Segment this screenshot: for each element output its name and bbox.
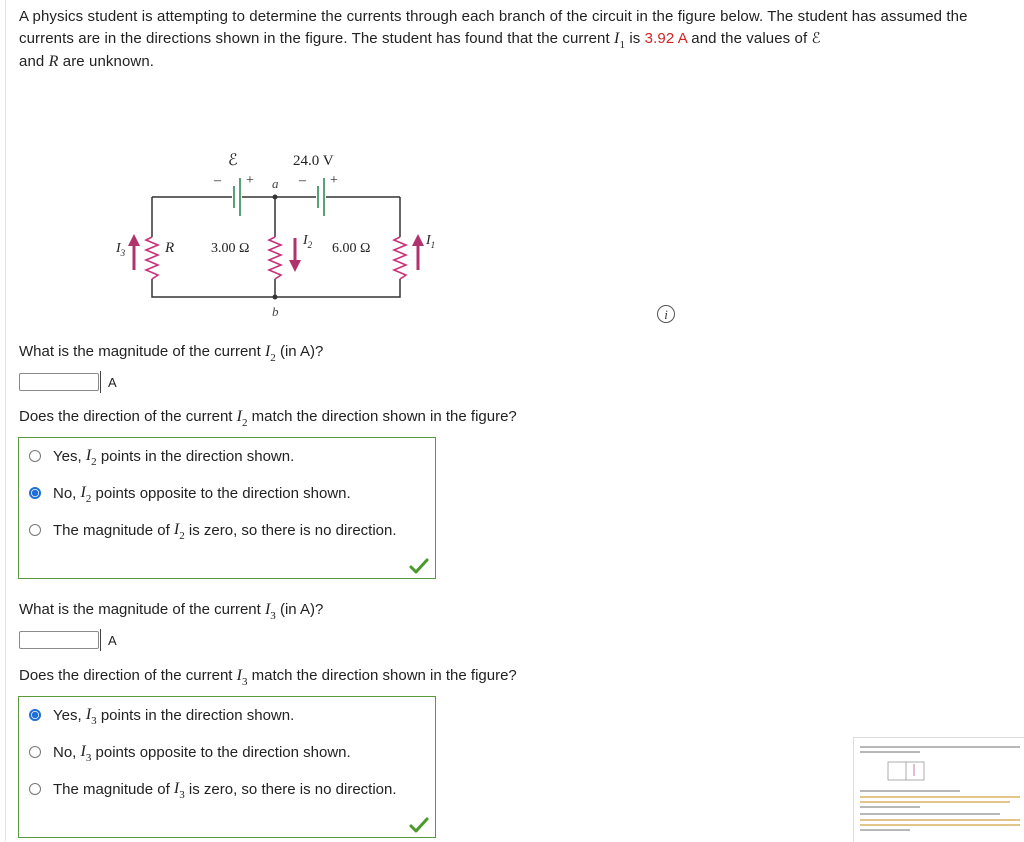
current-i2-arrow <box>289 238 301 272</box>
24v-battery <box>318 178 324 216</box>
page-left-border <box>5 0 6 841</box>
option-i2-no[interactable]: No, $I_2$ points opposite to the direction shown. <box>29 483 351 503</box>
unit-label: A <box>100 371 121 393</box>
page-thumbnail-preview[interactable] <box>853 737 1024 842</box>
current-i1-symbol: $I_1$ <box>614 30 626 51</box>
node-b-label: b <box>272 304 279 319</box>
current-i1-label: $I_1$ <box>426 233 436 250</box>
radio-button-selected[interactable] <box>29 487 41 499</box>
battery-voltage-label: 24.0 V <box>293 153 334 169</box>
problem-statement: A physics student is attempting to determine the currents through each branch of the circuit in the figure below. The student has assumed the currents are in the directions shown in the figure. The student has found that the current $I_1$ is 3.92 A and the values of ℰ and R are unknown. <box>19 8 968 70</box>
radio-button[interactable] <box>29 450 41 462</box>
option-i3-no[interactable]: No, $I_3$ points opposite to the direction shown. <box>29 742 351 762</box>
current-i3-arrow <box>128 234 140 270</box>
resistor-r-label: R <box>165 240 175 256</box>
resistance-r-symbol: R <box>48 53 59 70</box>
radio-button[interactable] <box>29 524 41 536</box>
resistor-r <box>146 237 158 279</box>
option-i3-yes[interactable]: Yes, $I_3$ points in the direction shown. <box>29 705 294 725</box>
thumbnail-circuit <box>884 756 928 786</box>
current-i2-label: $I_2$ <box>303 233 313 250</box>
radio-button[interactable] <box>29 783 41 795</box>
resistor-3-label: 3.00 Ω <box>211 241 250 256</box>
answer-row-i3 <box>19 629 121 651</box>
emf-plus-sign: + <box>246 173 254 188</box>
resistor-3-ohm <box>269 237 281 279</box>
question-i2-magnitude: What is the magnitude of the current $I_2$ (in A)? <box>19 343 324 364</box>
radio-button-selected[interactable] <box>29 709 41 721</box>
emf-minus-sign: – <box>214 173 221 188</box>
current-i1-value: 3.92 A <box>644 30 687 47</box>
emf-label: ℰ <box>228 152 238 169</box>
choice-group-i3-direction <box>18 696 436 838</box>
radio-button[interactable] <box>29 746 41 758</box>
correct-check-icon <box>409 817 429 833</box>
option-i2-yes[interactable]: Yes, $I_2$ points in the direction shown. <box>29 446 294 466</box>
question-i3-direction: Does the direction of the current $I_3$ match the direction shown in the figure? <box>19 667 517 688</box>
current-i1-arrow <box>412 234 424 270</box>
question-i3-magnitude: What is the magnitude of the current $I_3$ (in A)? <box>19 601 324 622</box>
correct-check-icon <box>409 558 429 574</box>
question-i2-direction: Does the direction of the current $I_2$ match the direction shown in the figure? <box>19 408 517 429</box>
battery-plus-sign: + <box>330 173 338 188</box>
option-i3-zero[interactable]: The magnitude of $I_3$ is zero, so there is no direction. <box>29 779 397 799</box>
emf-battery <box>234 178 240 216</box>
choice-group-i2-direction <box>18 437 436 579</box>
current-i3-label: $I_3$ <box>116 241 126 258</box>
i3-magnitude-input[interactable] <box>19 631 99 649</box>
info-icon[interactable]: i <box>657 305 675 323</box>
unit-label: A <box>100 629 121 651</box>
battery-minus-sign: – <box>299 173 306 188</box>
circuit-diagram <box>100 140 460 325</box>
answer-row-i2 <box>19 371 121 393</box>
node-a-dot <box>273 195 278 200</box>
i2-magnitude-input[interactable] <box>19 373 99 391</box>
resistor-6-ohm <box>394 237 406 279</box>
emf-symbol: ℰ <box>811 30 821 47</box>
option-i2-zero[interactable]: The magnitude of $I_2$ is zero, so there is no direction. <box>29 520 397 540</box>
resistor-6-label: 6.00 Ω <box>332 241 371 256</box>
node-b-dot <box>273 295 278 300</box>
node-a-label: a <box>272 176 279 191</box>
